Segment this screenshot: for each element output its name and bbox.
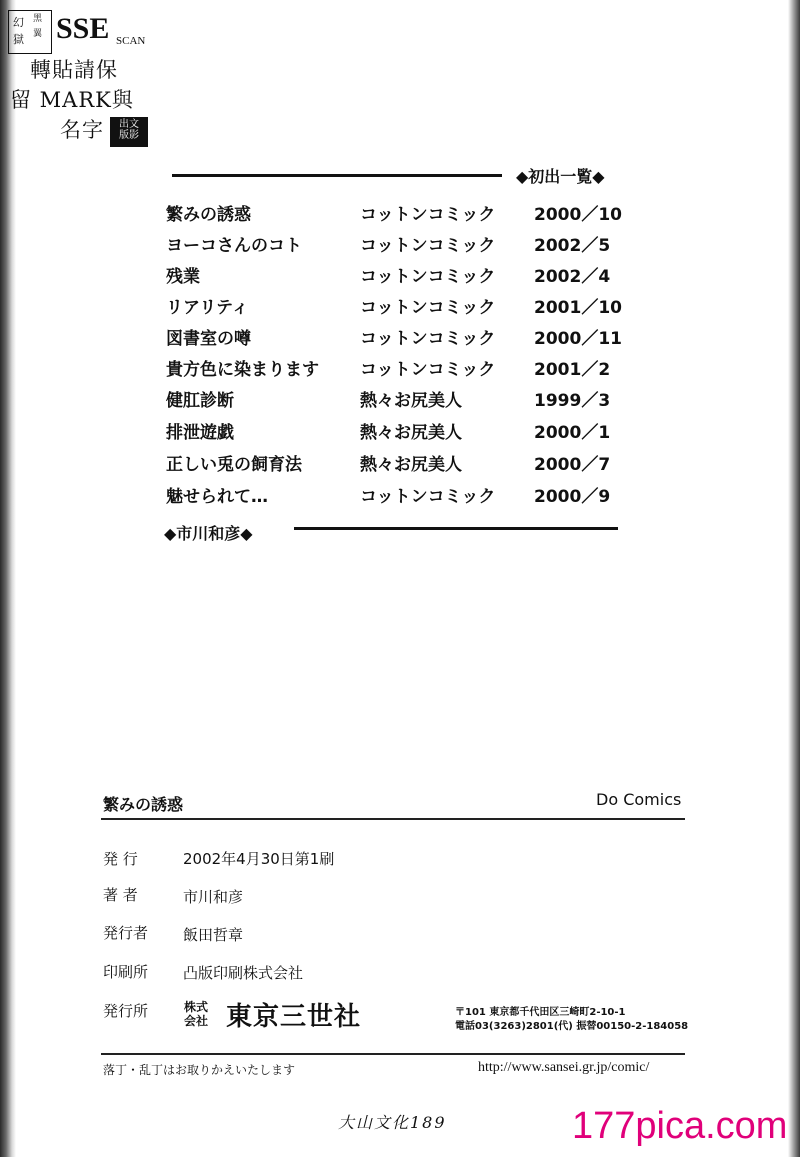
field-value-issue: 2002年4月30日第1刷 bbox=[183, 850, 335, 868]
work-publication: 熱々お尻美人 bbox=[360, 423, 462, 443]
work-publication: 熱々お尻美人 bbox=[360, 455, 462, 475]
work-date: 2000／9 bbox=[534, 487, 611, 507]
work-publication: コットンコミック bbox=[360, 360, 496, 380]
colophon-book-title: 繁みの誘惑 bbox=[103, 795, 184, 814]
colophon-rule-top bbox=[101, 818, 685, 820]
scan-note-line-2: 留 MARK與 bbox=[10, 88, 134, 112]
work-publication: コットンコミック bbox=[360, 236, 496, 256]
scan-brand: SSE bbox=[56, 12, 110, 45]
work-date: 2002／5 bbox=[534, 236, 611, 256]
scan-note-line-1: 轉貼請保 bbox=[30, 58, 118, 82]
colophon-rule-bottom bbox=[101, 1053, 685, 1055]
work-date: 2000／7 bbox=[534, 455, 611, 475]
work-title: ヨーコさんのコト bbox=[166, 236, 302, 256]
work-title: 繁みの誘惑 bbox=[166, 205, 251, 225]
field-label-publisher: 発行所 bbox=[103, 1002, 149, 1020]
handwritten-signature: 大山文化189 bbox=[338, 1113, 447, 1132]
emblem-char-1: 幻 bbox=[13, 16, 24, 29]
field-value-printer: 凸版印刷株式会社 bbox=[183, 964, 304, 982]
author-tag: ◆市川和彦◆ bbox=[164, 524, 253, 543]
work-title: 魅せられて… bbox=[166, 487, 268, 507]
scan-mark bbox=[8, 6, 158, 146]
work-publication: コットンコミック bbox=[360, 267, 496, 287]
work-title: 残業 bbox=[166, 267, 200, 287]
work-publication: 熱々お尻美人 bbox=[360, 391, 462, 411]
work-date: 2000／10 bbox=[534, 205, 622, 225]
work-date: 2000／1 bbox=[534, 423, 611, 443]
first-appearance-header: ◆初出一覧◆ bbox=[516, 167, 605, 186]
publisher-prefix: 株式 会社 bbox=[184, 1000, 209, 1028]
replacement-note: 落丁・乱丁はお取りかえいたします bbox=[103, 1063, 296, 1077]
page-edge-shadow-left bbox=[0, 0, 16, 1157]
publisher-url: http://www.sansei.gr.jp/comic/ bbox=[478, 1060, 650, 1075]
work-publication: コットンコミック bbox=[360, 298, 496, 318]
work-publication: コットンコミック bbox=[360, 487, 496, 507]
work-title: 排泄遊戯 bbox=[166, 423, 234, 443]
field-value-publisher-person: 飯田哲章 bbox=[183, 926, 244, 944]
emblem-char-4: 翼 bbox=[33, 29, 43, 39]
scan-note-line-3: 名字 bbox=[60, 118, 104, 142]
emblem-char-3: 黑 bbox=[33, 14, 43, 24]
work-date: 2002／4 bbox=[534, 267, 611, 287]
field-value-author: 市川和彦 bbox=[183, 888, 244, 906]
work-title: 健肛診断 bbox=[166, 391, 234, 411]
page-edge-shadow-right bbox=[788, 0, 800, 1157]
work-publication: コットンコミック bbox=[360, 205, 496, 225]
work-title: 貴方色に染まります bbox=[166, 360, 319, 380]
field-label-issue: 発 行 bbox=[103, 850, 138, 868]
field-label-printer: 印刷所 bbox=[103, 963, 149, 981]
emblem-char-2: 獄 bbox=[13, 33, 24, 46]
header-rule-left bbox=[172, 174, 502, 177]
work-publication: コットンコミック bbox=[360, 329, 496, 349]
field-label-author: 著 者 bbox=[103, 886, 138, 904]
scan-stamp: 出文 版影 bbox=[110, 117, 148, 147]
site-watermark: 177pica.com bbox=[572, 1105, 788, 1147]
field-label-publisher-person: 発行者 bbox=[103, 924, 149, 942]
scan-suffix: SCAN bbox=[116, 35, 146, 47]
work-title: 図書室の噂 bbox=[166, 329, 251, 349]
colophon-series: Do Comics bbox=[596, 790, 682, 809]
publisher-address: 〒101 東京都千代田区三崎町2-10-1 bbox=[455, 1007, 626, 1018]
publisher-phone: 電話03(3263)2801(代) 振替00150-2-184058 bbox=[455, 1021, 689, 1032]
work-title: リアリティ bbox=[166, 298, 249, 318]
work-date: 2000／11 bbox=[534, 329, 622, 349]
work-date: 2001／2 bbox=[534, 360, 611, 380]
publisher-name: 東京三世社 bbox=[226, 1002, 362, 1032]
work-date: 1999／3 bbox=[534, 391, 611, 411]
work-date: 2001／10 bbox=[534, 298, 622, 318]
author-rule-right bbox=[294, 527, 618, 530]
work-title: 正しい兎の飼育法 bbox=[166, 455, 302, 475]
scan-mark-emblem bbox=[8, 10, 52, 54]
